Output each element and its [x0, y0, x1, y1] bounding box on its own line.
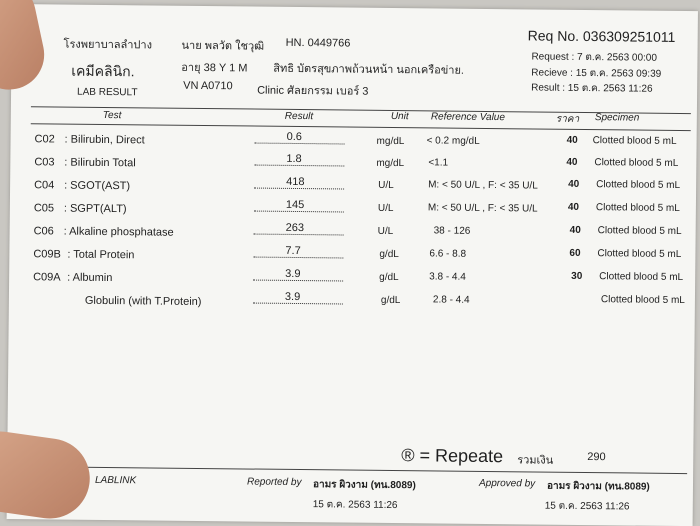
reported-by-label: Reported by — [246, 476, 302, 489]
repeate-legend: ® = Repeate — [401, 445, 504, 467]
test-name: : SGPT(ALT) — [63, 202, 127, 216]
approved-date: 15 ต.ค. 2563 11:26 — [544, 500, 630, 513]
total-label: รวมเงิน — [517, 454, 554, 467]
col-specimen: Specimen — [594, 112, 640, 124]
test-code: C03 — [34, 156, 55, 169]
col-unit: Unit — [390, 110, 409, 123]
test-reference: M: < 50 U/L , F: < 35 U/L — [428, 179, 538, 192]
hn-number: HN. 0449766 — [285, 36, 351, 50]
test-unit: g/dL — [379, 271, 399, 284]
vn-number: VN A0710 — [183, 79, 233, 93]
header-bottom-rule — [31, 123, 691, 131]
test-code: C09B — [33, 248, 61, 261]
req-number: Req No. 036309251011 — [527, 27, 676, 45]
test-price: 40 — [567, 201, 580, 213]
test-unit: U/L — [377, 202, 394, 215]
test-price: 60 — [569, 247, 581, 259]
lablink-label: LABLINK — [94, 474, 137, 487]
test-reference: M: < 50 U/L , F: < 35 U/L — [427, 202, 538, 215]
test-price: 40 — [566, 134, 578, 146]
test-code: C09A — [33, 271, 61, 284]
hospital-name: โรงพยาบาลลำปาง — [63, 38, 153, 52]
test-specimen: Clotted blood 5 mL — [597, 225, 682, 238]
reporter-name: อามร ผิวงาม (ทน.8089) — [312, 479, 416, 492]
col-reference: Reference Value — [430, 111, 506, 124]
test-specimen: Clotted blood 5 mL — [596, 179, 681, 192]
recieve-date: Recieve : 15 ต.ค. 2563 09:39 — [531, 67, 662, 80]
test-result: 263 — [285, 221, 305, 235]
test-name: Globulin (with T.Protein) — [84, 294, 202, 309]
col-price: ราคา — [555, 113, 580, 125]
test-result: 1.8 — [286, 152, 302, 166]
test-result: 145 — [285, 198, 305, 212]
test-unit: g/dL — [379, 248, 399, 261]
approved-by-label: Approved by — [478, 477, 536, 490]
patient-age: อายุ 38 Y 1 M — [181, 61, 248, 75]
test-price: 40 — [568, 178, 580, 190]
header-top-rule — [31, 106, 691, 114]
test-specimen: Clotted blood 5 mL — [594, 157, 679, 169]
test-code: C02 — [34, 133, 55, 146]
test-unit: g/dL — [380, 294, 401, 307]
test-name: : Total Protein — [67, 248, 135, 262]
test-specimen: Clotted blood 5 mL — [600, 294, 685, 307]
test-result: 3.9 — [285, 267, 301, 281]
test-result: 3.9 — [284, 290, 301, 304]
test-code: C06 — [33, 225, 54, 238]
result-date: Result : 15 ต.ค. 2563 11:26 — [531, 82, 653, 95]
test-reference: < 0.2 mg/dL — [426, 135, 480, 147]
col-test: Test — [102, 109, 122, 122]
test-code: C04 — [34, 179, 55, 192]
test-specimen: Clotted blood 5 mL — [599, 271, 684, 284]
test-price: 40 — [566, 156, 578, 168]
test-name: : Alkaline phosphatase — [63, 225, 174, 239]
test-result: 0.6 — [286, 130, 302, 144]
lab-result-sheet — [7, 4, 698, 526]
test-specimen: Clotted blood 5 mL — [597, 248, 682, 261]
test-code: C05 — [33, 202, 55, 215]
test-reference: 3.8 - 4.4 — [429, 271, 466, 283]
test-price: 40 — [569, 224, 581, 236]
test-unit: mg/dL — [376, 157, 405, 170]
col-result: Result — [284, 110, 314, 123]
test-unit: U/L — [377, 225, 394, 238]
approver-name: อามร ผิวงาม (ทน.8089) — [546, 480, 650, 493]
test-price: 30 — [571, 270, 583, 282]
test-name: : SGOT(AST) — [64, 179, 131, 193]
reported-date: 15 ต.ค. 2563 11:26 — [312, 499, 398, 512]
department-name: เคมีคลินิก. — [71, 62, 135, 80]
test-name: : Albumin — [67, 271, 113, 285]
test-result: 418 — [286, 175, 305, 189]
test-specimen: Clotted blood 5 mL — [595, 202, 680, 215]
test-reference: 6.6 - 8.8 — [429, 248, 467, 260]
lab-result-label: LAB RESULT — [77, 86, 138, 99]
patient-rights: สิทธิ บัตรสุขภาพถ้วนหน้า นอกเครือข่าย. — [273, 62, 465, 77]
test-unit: mg/dL — [376, 135, 405, 148]
test-name: : Bilirubin, Direct — [64, 133, 145, 147]
test-unit: U/L — [378, 179, 394, 192]
test-result: 7.7 — [285, 244, 301, 258]
total-amount: 290 — [587, 451, 606, 464]
test-reference: 38 - 126 — [433, 225, 471, 237]
patient-name: นาย พลวัต ใชวุฒิ — [181, 39, 265, 53]
test-reference: <1.1 — [428, 157, 449, 169]
test-name: : Bilirubin Total — [64, 156, 136, 170]
test-reference: 2.8 - 4.4 — [432, 294, 470, 306]
clinic-name: Clinic ศัลยกรรม เบอร์ 3 — [257, 84, 369, 98]
test-specimen: Clotted blood 5 mL — [592, 135, 677, 147]
footer-rule — [27, 466, 687, 474]
request-date: Request : 7 ต.ค. 2563 00:00 — [531, 51, 658, 64]
